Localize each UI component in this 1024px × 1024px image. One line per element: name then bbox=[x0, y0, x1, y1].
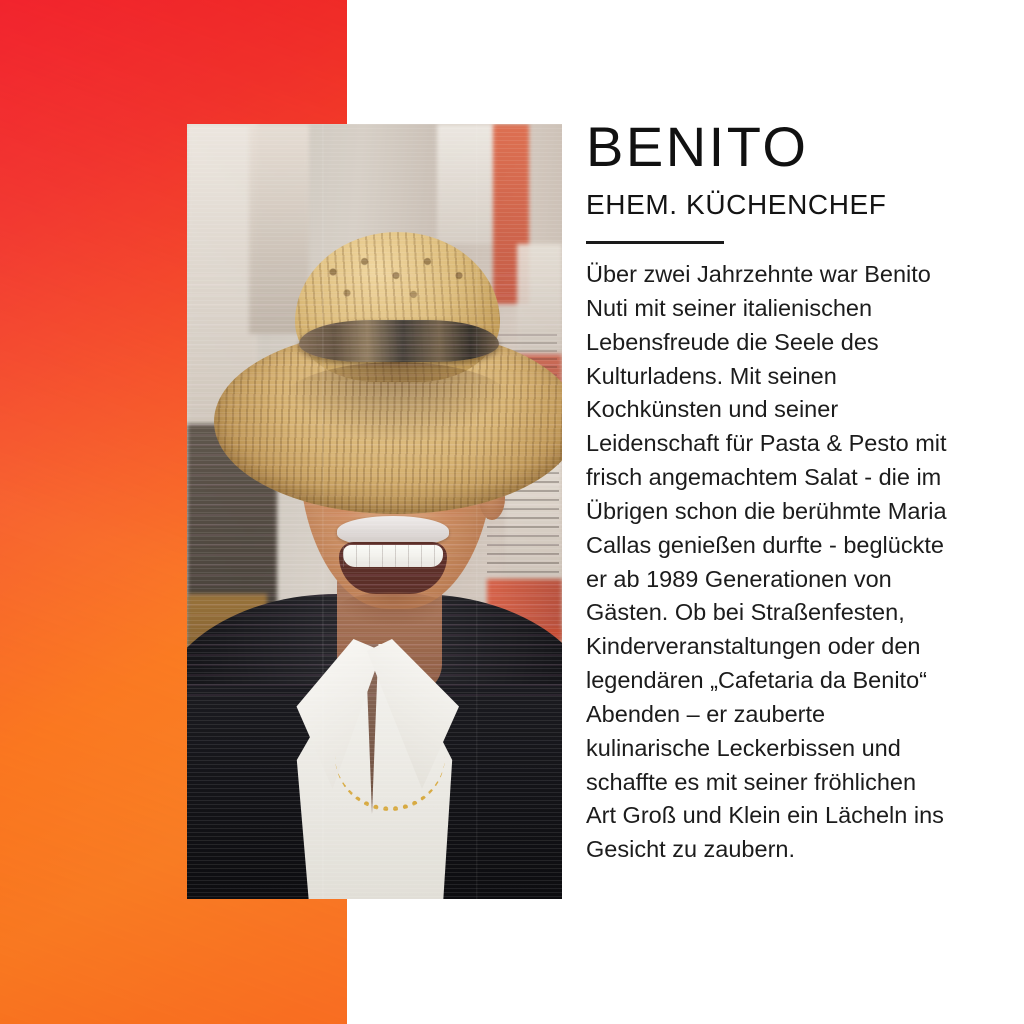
straw-hat-band bbox=[299, 320, 499, 362]
chin-shadow bbox=[337, 592, 449, 626]
divider bbox=[586, 241, 724, 244]
portrait-subject bbox=[187, 124, 562, 899]
mouth bbox=[339, 542, 447, 594]
hat-brim-shadow bbox=[282, 362, 512, 442]
photo-background bbox=[187, 124, 562, 899]
text-column bbox=[586, 115, 956, 867]
person-role: EHEM. KÜCHENCHEF bbox=[586, 189, 887, 221]
person-name: BENITO bbox=[586, 115, 809, 178]
portrait-photo bbox=[187, 124, 562, 899]
person-bio: Über zwei Jahrzehnte war Benito Nuti mit seiner italienischen Lebensfreude die Seele des Kulturladens. Mit seinen Kochkünsten und seiner Leidenschaft für Pasta & Pesto mit frisch angemachtem Salat - die im Übrigen schon die berühmte Maria Callas genießen durfte - beglückte er ab 1989 Generationen von Gästen. Ob bei Straßenfesten, Kinderveranstaltungen oder den legendären „Cafetaria da Benito“ Abenden – er zauberte kulinarische Leckerbissen und schaffte es mit seiner fröhlichen Art Groß und Klein ein Lächeln ins Gesicht zu zaubern. bbox=[586, 261, 947, 863]
teeth-detail bbox=[343, 545, 443, 567]
straw-hat-vent-holes bbox=[312, 244, 487, 314]
